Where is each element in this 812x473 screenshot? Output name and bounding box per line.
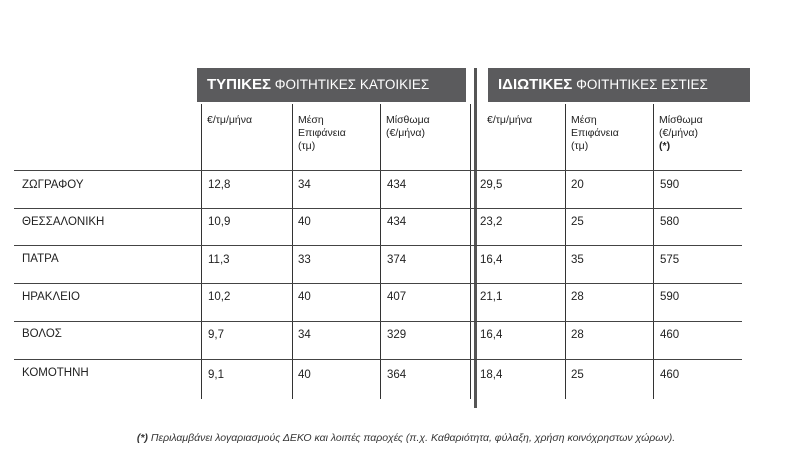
col-typical-area [298, 114, 346, 153]
cell-typical-rent: 434 [387, 179, 407, 191]
cell-private-price: 16,4 [480, 254, 503, 266]
cell-typical-area: 34 [298, 179, 311, 191]
grid-hline [14, 170, 742, 171]
col-typical-rent-l1: Μίσθωμα [386, 114, 430, 126]
col-private-area-l3: (τμ) [571, 140, 589, 152]
cell-private-rent: 575 [660, 254, 680, 266]
cell-typical-price: 10,2 [208, 291, 231, 303]
row-city: ΠΑΤΡΑ [22, 253, 59, 265]
header-private-residences [488, 68, 750, 102]
grid-hline [14, 245, 742, 246]
grid-vline [201, 104, 202, 399]
col-private-area-l2: Επιφάνεια [571, 127, 619, 139]
col-typical-area-l3: (τμ) [298, 140, 316, 152]
cell-typical-price: 10,9 [208, 216, 231, 228]
cell-private-rent: 590 [660, 179, 680, 191]
cell-private-price: 16,4 [480, 329, 503, 341]
col-private-rent-star: (*) [659, 140, 671, 152]
row-city: ΖΩΓΡΑΦΟΥ [22, 179, 84, 191]
col-private-rent-l1: Μίσθωμα [659, 114, 703, 126]
cell-typical-rent: 407 [387, 291, 407, 303]
col-typical-price-label: €/τμ/μήνα [207, 114, 253, 126]
col-private-price-label: €/τμ/μήνα [487, 114, 533, 126]
cell-typical-rent: 364 [387, 369, 407, 381]
cell-private-area: 25 [571, 216, 584, 228]
cell-private-price: 23,2 [480, 216, 503, 228]
cell-typical-area: 40 [298, 291, 311, 303]
row-city: ΚΟΜΟΤΗΝΗ [22, 367, 89, 379]
header-private-bold: ΙΔΙΩΤΙΚΕΣ [498, 76, 573, 93]
grid-hline [14, 283, 742, 284]
grid-vline [292, 104, 293, 399]
col-private-rent-l2: (€/μήνα) [659, 127, 698, 139]
section-divider [474, 68, 477, 408]
cell-private-area: 25 [571, 369, 584, 381]
grid-vline [470, 104, 471, 399]
col-typical-area-l1: Μέση [298, 114, 324, 126]
cell-typical-area: 34 [298, 329, 311, 341]
cell-private-price: 18,4 [480, 369, 503, 381]
cell-private-area: 35 [571, 254, 584, 266]
cell-typical-area: 40 [298, 369, 311, 381]
footnote [0, 432, 812, 444]
cell-typical-rent: 329 [387, 329, 407, 341]
cell-private-rent: 590 [660, 291, 680, 303]
row-city: ΗΡΑΚΛΕΙΟ [22, 291, 80, 303]
row-city: ΘΕΣΣΑΛΟΝΙΚΗ [22, 216, 105, 228]
col-typical-area-l2: Επιφάνεια [298, 127, 346, 139]
cell-typical-price: 9,1 [208, 369, 224, 381]
cell-private-rent: 460 [660, 329, 680, 341]
cell-typical-price: 11,3 [208, 254, 230, 266]
grid-hline [14, 359, 742, 360]
cell-private-area: 28 [571, 291, 584, 303]
grid-hline [14, 321, 742, 322]
col-typical-rent-l2: (€/μήνα) [386, 127, 425, 139]
grid-vline [380, 104, 381, 399]
col-typical-rent [386, 114, 430, 140]
header-typical-housing [197, 68, 466, 102]
cell-typical-rent: 374 [387, 254, 407, 266]
header-typical-bold: ΤΥΠΙΚΕΣ [207, 76, 272, 93]
cell-typical-rent: 434 [387, 216, 407, 228]
header-typical-rest: ΦΟΙΤΗΤΙΚΕΣ ΚΑΤΟΙΚΙΕΣ [274, 77, 430, 92]
cell-typical-area: 40 [298, 216, 311, 228]
col-private-price [487, 114, 532, 127]
cell-typical-price: 12,8 [208, 179, 231, 191]
cell-typical-price: 9,7 [208, 329, 224, 341]
footnote-text: Περιλαμβάνει λογαριασμούς ΔΕΚΟ και λοιπές παροχές (π.χ. Καθαριότητα, φύλαξη, χρήση κοινόχρηστων χώρων). [150, 432, 676, 444]
header-private-rest: ΦΟΙΤΗΤΙΚΕΣ ΕΣΤΙΕΣ [576, 77, 708, 92]
col-private-rent [659, 114, 703, 153]
grid-vline [565, 104, 566, 399]
col-typical-price [207, 114, 252, 127]
col-private-area-l1: Μέση [571, 114, 597, 126]
footnote-mark: (*) [136, 432, 148, 444]
cell-private-price: 21,1 [480, 291, 503, 303]
cell-private-area: 28 [571, 329, 584, 341]
grid-hline [14, 208, 742, 209]
cell-typical-area: 33 [298, 254, 311, 266]
cell-private-rent: 580 [660, 216, 680, 228]
col-private-area [571, 114, 619, 153]
row-city: ΒΟΛΟΣ [22, 328, 62, 340]
cell-private-price: 29,5 [480, 179, 503, 191]
cell-private-area: 20 [571, 179, 584, 191]
grid-vline [653, 104, 654, 399]
cell-private-rent: 460 [660, 369, 680, 381]
